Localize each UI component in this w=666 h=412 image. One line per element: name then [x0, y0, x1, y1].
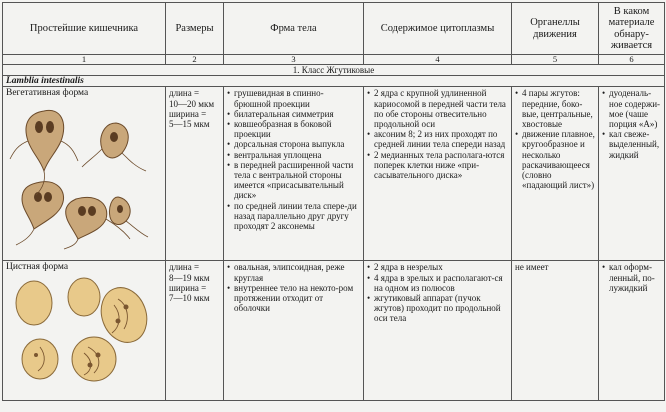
- list-item: • дорсальная сторона выпукла: [227, 139, 360, 149]
- shape-cell: [224, 261, 364, 401]
- list-item: • вентральная уплощена: [227, 150, 360, 160]
- movement-cell: [512, 261, 599, 401]
- list-item: • ковшеобразная в боковой проекции: [227, 119, 360, 139]
- col-number: 3: [224, 55, 364, 65]
- size-line: 8—19 мкм: [169, 272, 210, 283]
- header-row: [3, 3, 665, 55]
- col-number: 2: [166, 55, 224, 65]
- stage-cell: [3, 87, 166, 261]
- stage-label: Цистная форма: [6, 262, 69, 273]
- list-item: • 2 ядра в незрелых: [367, 262, 508, 272]
- list-item: • по средней линии тела спере-ди назад параллельно друг другу проходят 2 аксонемы: [227, 201, 360, 232]
- trophozoite-illustration: [6, 101, 156, 251]
- list-item: • кал оформ-ленный, по-лужидкий: [602, 262, 661, 293]
- size-line: 5—15 мкм: [169, 119, 210, 130]
- species-name: Lamblia intestinalis: [3, 76, 665, 87]
- list-item: • кал свеже-выделенный, жидкий: [602, 129, 661, 160]
- list-item: • грушевидная в спинно-брюшной проекции: [227, 88, 360, 108]
- size-cell: [166, 87, 224, 261]
- size-line: 7—10 мкм: [169, 293, 210, 304]
- cytoplasm-cell: [364, 87, 512, 261]
- list-item: • 2 ядра с крупной удлиненной кариосомой в передней части тела по обе стороны отвесительно продольной оси: [367, 88, 508, 129]
- col-number: 4: [364, 55, 512, 65]
- stage-label: Вегетативная форма: [6, 88, 89, 99]
- size-line: длина =: [169, 88, 200, 99]
- header-size: Размеры: [166, 3, 224, 55]
- column-number-row: [3, 55, 665, 65]
- species-row: [3, 76, 665, 87]
- list-item: • овальная, элипсоидная, реже круглая: [227, 262, 360, 282]
- size-line: ширина =: [169, 282, 207, 293]
- material-cell: [599, 87, 665, 261]
- size-line: ширина =: [169, 108, 207, 119]
- list-item: • внутреннее тело на некото-ром протяжении отходит от оболочки: [227, 283, 360, 314]
- size-cell: [166, 261, 224, 401]
- header-cytoplasm: Содержимое цитоплазмы: [364, 3, 512, 55]
- movement-text: не имеет: [515, 262, 549, 273]
- trophozoite-row: [3, 87, 665, 261]
- list-item: • 4 ядра в зрелых и располагают-ся на одном из полюсов: [367, 273, 508, 293]
- header-material: В каком материале обнару-живается: [599, 3, 665, 55]
- stage-cell: [3, 261, 166, 401]
- col-number: 6: [599, 55, 665, 65]
- list-item: • 2 медианных тела располага-ются поперек клетки ниже «при-сасывательного диска»: [367, 150, 508, 181]
- cyst-row: [3, 261, 665, 401]
- list-item: • движение плавное, кругообразное и несколько раскачивающееся (словно «падающий лист»): [515, 129, 595, 190]
- list-item: • жгутиковый аппарат (пучок жгутов) проходит по продольной оси тела: [367, 293, 508, 324]
- header-species: Простейшие кишечника: [3, 3, 166, 55]
- list-item: • в передней расширенной части тела с вентральной стороны имеется «присасывательный диск»: [227, 160, 360, 201]
- header-shape: Фрма тела: [224, 3, 364, 55]
- list-item: • 4 пары жгутов: передние, боко-вые, центральные, хвостовые: [515, 88, 595, 129]
- class-row: [3, 65, 665, 76]
- class-label: 1. Класс Жгутиковые: [3, 65, 665, 76]
- list-item: • дуоденаль-ное содержи-мое (чаше порция «А»): [602, 88, 661, 129]
- cyst-illustration: [6, 275, 156, 385]
- material-cell: [599, 261, 665, 401]
- size-line: длина =: [169, 262, 200, 273]
- list-item: • билатеральная симметрия: [227, 109, 360, 119]
- col-number: 5: [512, 55, 599, 65]
- protozoa-table: [2, 2, 665, 401]
- movement-cell: [512, 87, 599, 261]
- header-movement: Органеллы движения: [512, 3, 599, 55]
- size-line: 10—20 мкм: [169, 98, 215, 109]
- col-number: 1: [3, 55, 166, 65]
- shape-cell: [224, 87, 364, 261]
- cytoplasm-cell: [364, 261, 512, 401]
- list-item: • аксоним 8; 2 из них проходят по средней линии тела спереди назад: [367, 129, 508, 149]
